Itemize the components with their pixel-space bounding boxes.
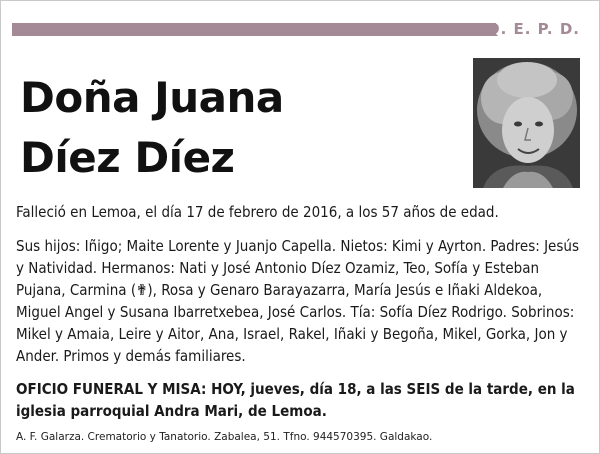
- family-list: Sus hijos: Iñigo; Maite Lorente y Juanjo Capella. Nietos: Kimi y Ayrton. Padres: Jesús y Natividad. Hermanos: Nati y José Antonio Díez Ozamiz, Teo, Sofía y Esteban Pujana, Carmina (✟), Rosa y Genaro Barayazarra, María Jesús e Iñaki Aldekoa, Miguel Angel y Susana Ibarretxebea, José Carlos. Tía: Sofía Díez Rodrigo. Sobrinos: Mikel y Amaia, Leire y Aitor, Ana, Israel, Rakel, Iñaki y Begoña, Mikel, Gorka, Jon y Ander. Primos y demás familiares.: [16, 237, 579, 365]
- qepd-label: Q. E. P. D.: [486, 20, 580, 38]
- deceased-name: [20, 68, 284, 188]
- name-line-2: Díez Díez: [20, 133, 235, 182]
- portrait-photo: [473, 58, 580, 188]
- header-bar: [12, 23, 496, 36]
- portrait-image: [473, 58, 580, 188]
- funeral-info: OFICIO FUNERAL Y MISA: HOY, jueves, día 18, a las SEIS de la tarde, en la iglesia parroquial Andra Mari, de Lemoa.: [16, 380, 575, 420]
- name-line-1: Doña Juana: [20, 73, 284, 122]
- death-notice: Falleció en Lemoa, el día 17 de febrero de 2016, a los 57 años de edad.: [16, 203, 499, 221]
- funeral-home-footer: A. F. Galarza. Crematorio y Tanatorio. Zabalea, 51. Tfno. 944570395. Galdakao.: [16, 431, 433, 443]
